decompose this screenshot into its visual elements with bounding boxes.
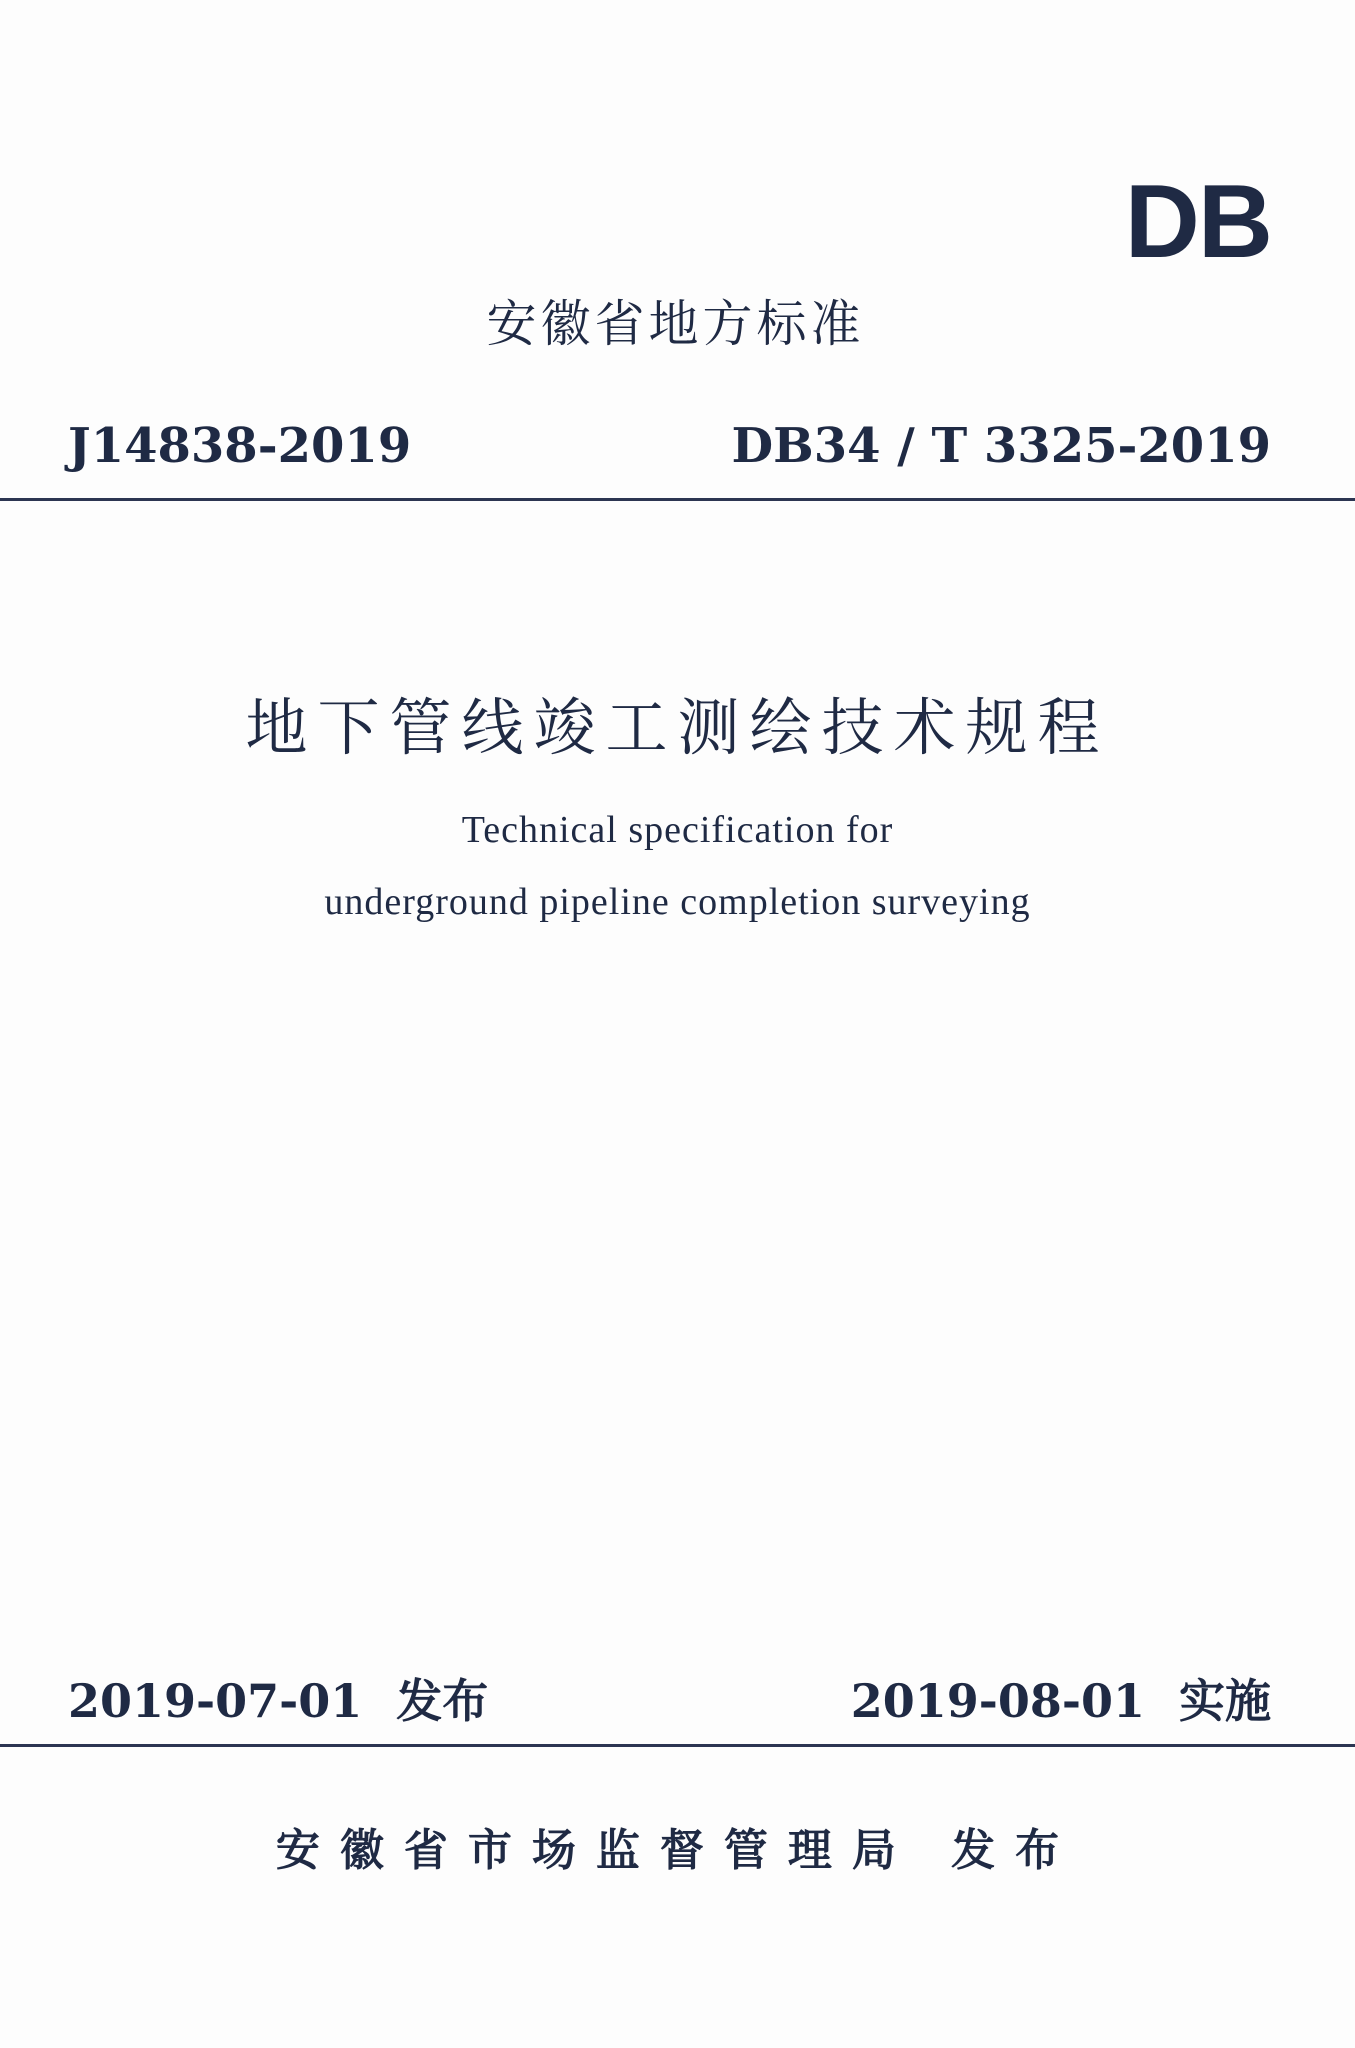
effective-label: 实施	[1179, 1674, 1271, 1728]
title-english-line-2: underground pipeline completion surveying	[324, 881, 1031, 923]
db-logo: DB	[1124, 164, 1271, 280]
standard-number: DB34 / T 3325-2019	[731, 418, 1271, 474]
effective-date: 2019-08-01	[850, 1674, 1145, 1728]
title-chinese: 地下管线竣工测绘技术规程	[245, 691, 1110, 764]
publish-date: 2019-07-01	[68, 1674, 363, 1728]
standard-type-heading	[0, 284, 1355, 356]
standard-type-text: 安徽省地方标准	[486, 295, 865, 353]
publish-date-block	[68, 1665, 488, 1731]
title-english-line-1: Technical specification for	[461, 809, 894, 851]
top-divider	[0, 498, 1355, 501]
effective-date-block	[851, 1665, 1271, 1731]
record-number: J14838-2019	[68, 418, 412, 474]
publisher: 安徽省市场监督管理局 发布	[275, 1825, 1080, 1876]
publish-label: 发布	[396, 1674, 489, 1728]
bottom-divider	[0, 1744, 1355, 1747]
